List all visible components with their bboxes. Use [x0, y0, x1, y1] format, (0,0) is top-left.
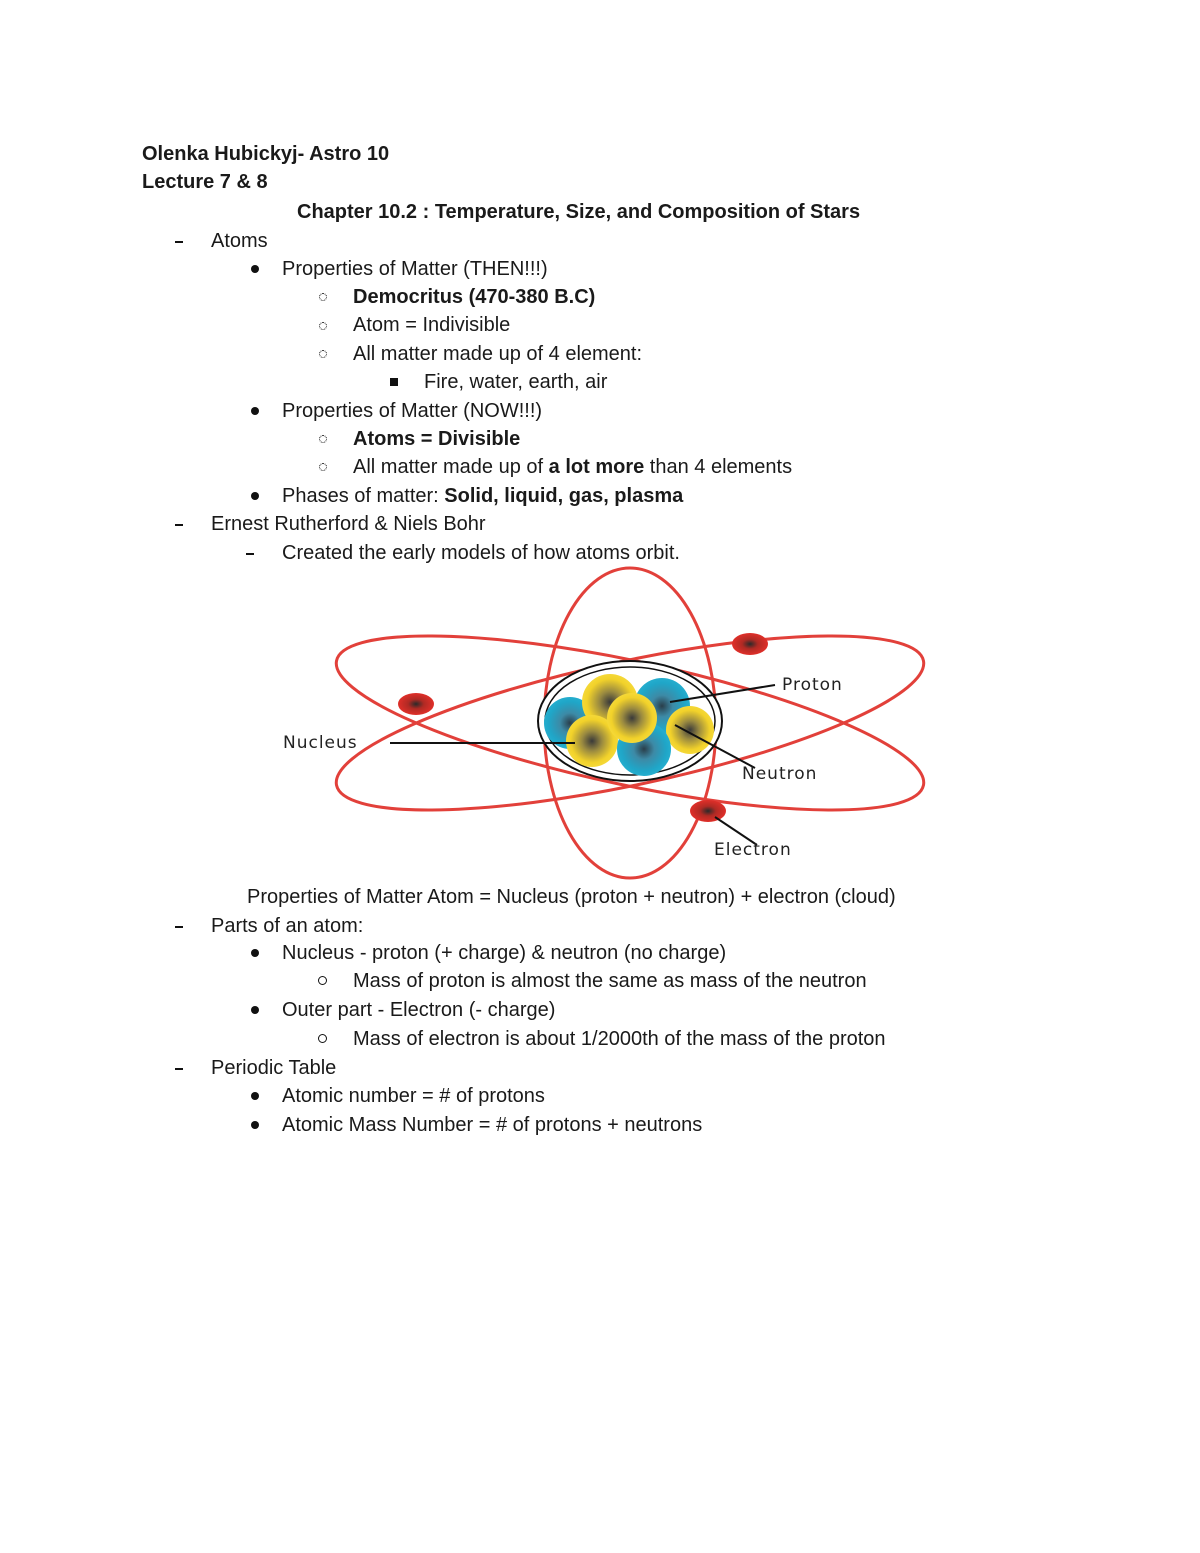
bullet-dot	[251, 265, 259, 273]
nucleus-mass-note: Mass of proton is almost the same as mass of the neutron	[353, 970, 867, 992]
bullet-dotted-circle	[319, 322, 327, 330]
nucleus-label: Nucleus	[283, 733, 358, 753]
dash-bullet	[175, 241, 183, 243]
bullet-ring	[318, 976, 327, 985]
properties-now: Properties of Matter (NOW!!!)	[282, 400, 543, 422]
bullet-dotted-circle	[319, 293, 327, 301]
author-line: Olenka Hubickyj- Astro 10	[142, 143, 390, 165]
atomic-number-line: Atomic number = # of protons	[282, 1085, 545, 1107]
proton-particle	[607, 693, 657, 743]
proton-label: Proton	[782, 675, 843, 695]
electron-particle	[690, 800, 726, 822]
four-elements-line: All matter made up of 4 element:	[353, 343, 643, 365]
electron-particle	[398, 693, 434, 715]
properties-then: Properties of Matter (THEN!!!)	[282, 258, 548, 280]
atomic-mass-line: Atomic Mass Number = # of protons + neutrons	[282, 1114, 703, 1136]
nucleus-line: Nucleus - proton (+ charge) & neutron (no charge)	[282, 942, 727, 964]
nucleus	[538, 661, 722, 781]
neutron-label: Neutron	[742, 764, 818, 784]
bullet-dotted-circle	[319, 435, 327, 443]
bullet-dot	[251, 949, 259, 957]
bullet-dot	[251, 1092, 259, 1100]
bullet-ring	[318, 1034, 327, 1043]
atom-diagram	[270, 565, 930, 883]
electron-particle	[732, 633, 768, 655]
rutherford-note: Created the early models of how atoms orbit.	[282, 542, 680, 564]
dash-bullet	[175, 926, 183, 928]
bullet-dotted-circle	[319, 350, 327, 358]
diagram-caption: Properties of Matter Atom = Nucleus (proton + neutron) + electron (cloud)	[247, 886, 896, 908]
divisible-line: Atoms = Divisible	[353, 428, 521, 450]
bullet-dot	[251, 407, 259, 415]
atoms-heading: Atoms	[211, 230, 268, 252]
periodic-heading: Periodic Table	[211, 1057, 337, 1079]
dash-bullet	[175, 1068, 183, 1070]
proton-particle	[666, 706, 714, 754]
bullet-dot	[251, 1121, 259, 1129]
electron-mass-note: Mass of electron is about 1/2000th of the mass of the proton	[353, 1028, 886, 1050]
element-list-line: Fire, water, earth, air	[424, 371, 608, 393]
democritus-line: Democritus (470-380 B.C)	[353, 286, 596, 308]
parts-heading: Parts of an atom:	[211, 915, 364, 937]
outer-part-line: Outer part - Electron (- charge)	[282, 999, 556, 1021]
many-elements-line: All matter made up of a lot more than 4 elements	[353, 456, 793, 478]
bullet-dot	[251, 1006, 259, 1014]
indivisible-line: Atom = Indivisible	[353, 314, 511, 336]
lecture-line: Lecture 7 & 8	[142, 171, 268, 193]
bullet-dotted-circle	[319, 463, 327, 471]
dash-bullet	[175, 524, 183, 526]
bullet-square	[390, 378, 398, 386]
chapter-title: Chapter 10.2 : Temperature, Size, and Composition of Stars	[297, 201, 861, 223]
electron-label: Electron	[714, 840, 792, 860]
dash-bullet	[246, 553, 254, 555]
rutherford-heading: Ernest Rutherford & Niels Bohr	[211, 513, 486, 535]
bullet-dot	[251, 492, 259, 500]
phases-line: Phases of matter: Solid, liquid, gas, plasma	[282, 485, 684, 507]
